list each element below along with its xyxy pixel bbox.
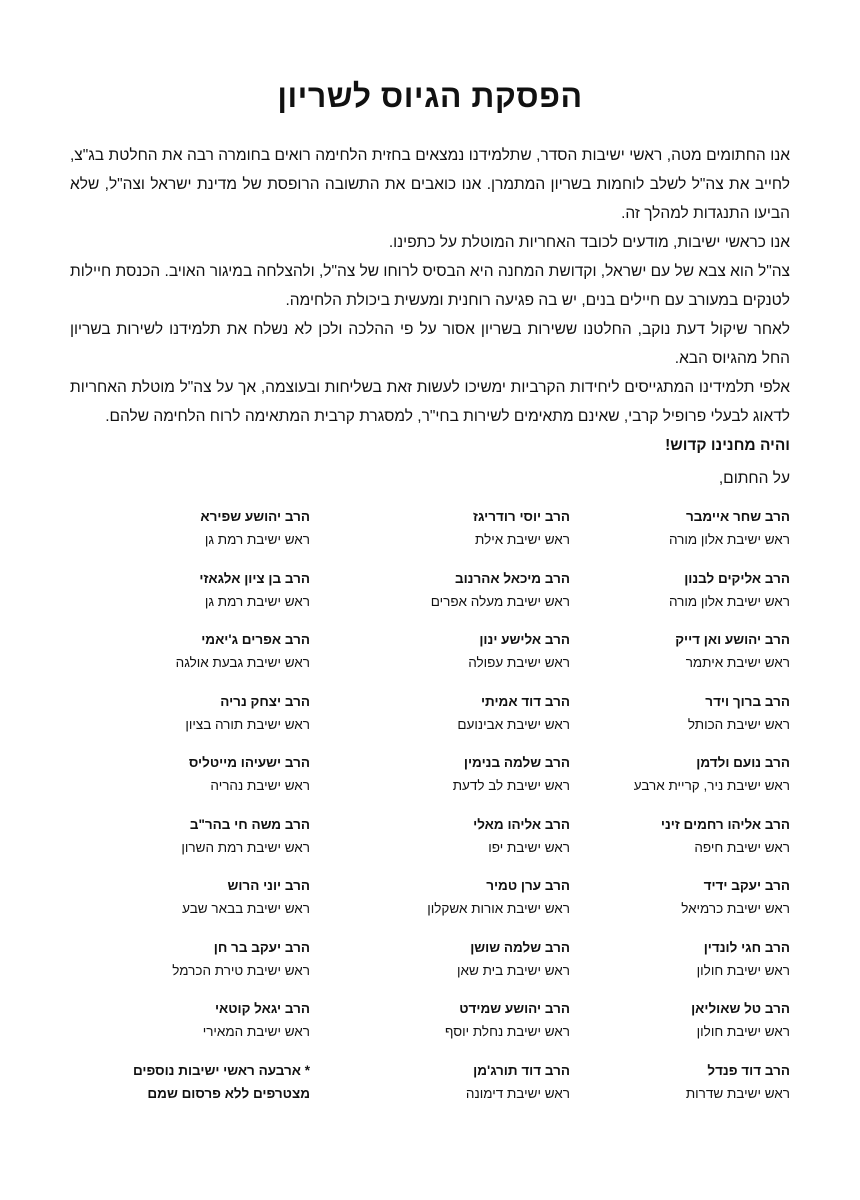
- signatory: [310, 936, 570, 998]
- signatory-name: הרב ברוך וידר: [705, 693, 790, 709]
- signatory-name: הרב יעקב בר חן: [213, 939, 310, 955]
- signatory-name: הרב נועם ולדמן: [696, 755, 790, 770]
- signatory-role: ראש ישיבת אבינועם: [457, 716, 570, 732]
- signatory-name: הרב שלמה שושן: [470, 939, 570, 955]
- paragraph: אנו החתומים מטה, ראשי ישיבות הסדר, שתלמידנו נמצאים בחזית הלחימה רואים בחומרה רבה את החלטת בג"צ, לחייב את צה"ל לשלב לוחמות בשריון המתמרן. אנו כואבים את התשובה הרופסת של מדינת ישראל וצה"ל, שלא הביעו התנגדות למהלך זה.: [70, 147, 790, 222]
- signatory-role: ראש ישיבת דימונה: [465, 1085, 570, 1101]
- signatory-role: ראש ישיבת בבאר שבע: [182, 901, 310, 916]
- signatory-name: הרב יוני הרוש: [227, 878, 310, 893]
- signatory: [310, 813, 570, 875]
- signatory-role: ראש ישיבת כרמיאל: [681, 901, 790, 916]
- signatory: [570, 1059, 790, 1121]
- signatory: [70, 751, 310, 813]
- signatory: [70, 997, 310, 1059]
- signatory-name: הרב יגאל קוטאי: [214, 1001, 310, 1016]
- signatory: [70, 628, 310, 690]
- signatory-role: ראש ישיבת המאירי: [202, 1024, 310, 1039]
- signatory-name: הרב טל שאוליאן: [691, 1001, 790, 1016]
- signatory-role: ראש ישיבת נהריה: [210, 778, 310, 793]
- closing-line: והיה מחנינו קדוש!: [665, 437, 790, 454]
- signatory-role: ראש ישיבת אילת: [475, 532, 570, 547]
- signatory-name: הרב בן ציון אלגאזי: [199, 570, 310, 586]
- signatory-role: ראש ישיבת בית שאן: [456, 962, 570, 978]
- footnote: [70, 1059, 310, 1121]
- signatory-role: ראש ישיבת טירת הכרמל: [172, 962, 310, 978]
- signatory-role: ראש ישיבת עפולה: [468, 655, 570, 670]
- signatory-name: הרב משה חי בהר"ב: [189, 816, 310, 832]
- signatory: [570, 751, 790, 813]
- signatory-name: הרב ישעיהו מייטליס: [188, 755, 310, 770]
- signatory: [70, 936, 310, 998]
- signatory: [310, 628, 570, 690]
- signatory-role: ראש ישיבת תורה בציון: [185, 716, 310, 732]
- signatory: [310, 1059, 570, 1121]
- signatory-role: ראש ישיבת הכותל: [687, 716, 790, 732]
- signatory: [310, 751, 570, 813]
- signatory: [570, 997, 790, 1059]
- signatory-role: ראש ישיבת ניר, קריית ארבע: [633, 778, 790, 793]
- signatory-role: ראש ישיבת גבעת אולגה: [175, 655, 310, 670]
- footnote-line: * ארבעה ראשי ישיבות נוספים: [132, 1062, 310, 1078]
- signatory-role: ראש ישיבת רמת גן: [204, 532, 310, 547]
- signatory-name: הרב שחר איימבר: [685, 509, 790, 524]
- document-body: [70, 141, 790, 431]
- paragraph: לאחר שיקול דעת נוקב, החלטנו ששירות בשריון אסור על פי ההלכה ולכן לא נשלח את תלמידנו לשירות בשריון החל מהגיוס הבא.: [70, 321, 790, 367]
- signatory-name: הרב יוסי רודריגז: [473, 509, 570, 524]
- signatory: [70, 690, 310, 752]
- signatory: [570, 874, 790, 936]
- signatory: [70, 813, 310, 875]
- signatory-role: ראש ישיבת חולון: [696, 962, 790, 978]
- signatory-name: הרב מיכאל אהרנוב: [454, 570, 570, 586]
- signatory: [310, 505, 570, 567]
- signatory-name: הרב חגי לונדין: [703, 939, 790, 955]
- signatory: [310, 690, 570, 752]
- signatory-name: הרב אפרים ג'יאמי: [201, 632, 310, 647]
- signatory-role: ראש ישיבת מעלה אפרים: [430, 593, 570, 609]
- signature-intro: על החתום,: [718, 470, 790, 487]
- signatory-role: ראש ישיבת לב לדעת: [452, 778, 570, 793]
- signatory-role: ראש ישיבת אלון מורה: [668, 532, 790, 547]
- signatory: [570, 813, 790, 875]
- signatory: [570, 936, 790, 998]
- signatory-name: הרב יהושע ואן דייק: [675, 632, 790, 647]
- signatory-name: הרב דוד אמיתי: [480, 693, 570, 709]
- paragraph: אנו כראשי ישיבות, מודעים לכובד האחריות המוטלת על כתפינו.: [388, 234, 790, 251]
- signatory-role: ראש ישיבת שדרות: [685, 1085, 790, 1101]
- signatory-name: הרב דוד תורג'מן: [473, 1062, 570, 1078]
- signatory-name: הרב ערן טמיר: [486, 878, 570, 893]
- signatory-role: ראש ישיבת אלון מורה: [668, 593, 790, 609]
- signatories-grid: [70, 505, 790, 1120]
- footnote-line: מצטרפים ללא פרסום שמם: [147, 1085, 310, 1101]
- paragraph: צה"ל הוא צבא של עם ישראל, וקדושת המחנה היא הבסיס לרוחו של צה"ל, ולהצלחה במיגור האויב. הכנסת חיילות לטנקים במעורב עם חיילים בנים, יש בה פגיעה רוחנית ומעשית ביכולת הלחימה.: [70, 263, 790, 309]
- signatory-name: הרב יהושע שפירא: [200, 509, 310, 524]
- signatory-role: ראש ישיבת חיפה: [694, 839, 790, 855]
- signatory: [70, 505, 310, 567]
- signatory-name: הרב יהושע שמידט: [459, 1001, 570, 1016]
- signatory-role: ראש ישיבת נחלת יוסף: [444, 1024, 570, 1039]
- signatory-role: ראש ישיבת יפו: [488, 839, 570, 855]
- document-title: הפסקת הגיוס לשריון: [277, 78, 583, 114]
- signatory-name: הרב אליהו מאלי: [473, 816, 570, 832]
- signatory-name: הרב אליהו רחמים זיני: [660, 816, 790, 832]
- signatory-name: הרב שלמה בנימין: [463, 755, 570, 770]
- signatory-role: ראש ישיבת רמת גן: [204, 593, 310, 609]
- signatory: [310, 567, 570, 629]
- signatory-role: ראש ישיבת אורות אשקלון: [427, 901, 570, 916]
- signatory-role: ראש ישיבת רמת השרון: [181, 839, 310, 855]
- signatory-name: הרב יעקב ידיד: [703, 878, 790, 893]
- signatory: [570, 505, 790, 567]
- signatory: [310, 997, 570, 1059]
- signatory-name: הרב אליקים לבנון: [684, 570, 790, 586]
- signatory: [310, 874, 570, 936]
- signatory: [570, 628, 790, 690]
- paragraph: אלפי תלמידינו המתגייסים ליחידות הקרביות ימשיכו לעשות זאת בשליחות ובעוצמה, אך על צה"ל מוטלת האחריות לדאוג לבעלי פרופיל קרבי, שאינם מתאימים לשירות בחי"ר, למסגרת קרבית המתאימה לרוח הלחימה שלהם.: [70, 379, 790, 425]
- signatory-name: הרב יצחק נריה: [220, 693, 310, 709]
- signatory: [570, 567, 790, 629]
- signatory-role: ראש ישיבת איתמר: [685, 655, 790, 670]
- signatory: [570, 690, 790, 752]
- signatory: [70, 567, 310, 629]
- signatory: [70, 874, 310, 936]
- signatory-name: הרב אלישע ינון: [479, 632, 570, 647]
- signatory-name: הרב דוד פנדל: [707, 1062, 790, 1078]
- signatory-role: ראש ישיבת חולון: [696, 1024, 790, 1039]
